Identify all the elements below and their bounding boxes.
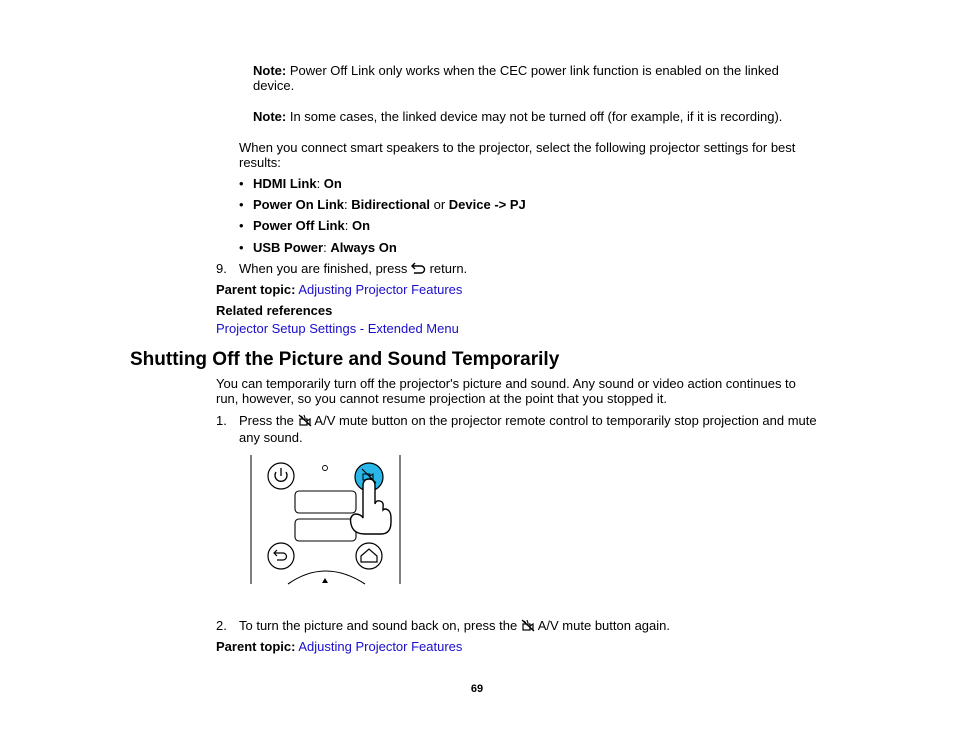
- setting-value: On: [323, 176, 342, 191]
- setting-sep: :: [344, 197, 352, 212]
- note-recording: [253, 109, 853, 124]
- setting-value: On: [351, 218, 371, 233]
- parent-topic-link[interactable]: Adjusting Projector Features: [298, 282, 463, 297]
- setting-value: Bidirectional: [351, 197, 430, 212]
- step-text: A/V mute button on the projector remote control to temporarily stop projection and mute any sound.: [239, 413, 817, 445]
- av-mute-icon: [298, 414, 312, 430]
- step-text: When you are finished, press: [239, 261, 411, 276]
- step-9: [239, 261, 467, 278]
- av-mute-icon: [521, 619, 535, 635]
- power-button: [268, 463, 294, 489]
- list-item-text: [253, 197, 526, 212]
- setting-name: Power On Link: [253, 197, 345, 212]
- list-item: [239, 240, 244, 255]
- parent-topic-link[interactable]: Adjusting Projector Features: [298, 639, 463, 654]
- setting-sep: :: [344, 218, 352, 233]
- parent-topic-label: Parent topic:: [216, 282, 296, 297]
- step-1: [239, 413, 829, 445]
- step-text: return.: [425, 261, 468, 276]
- section-title: Shutting Off the Picture and Sound Temporarily: [130, 349, 560, 370]
- bullet: •: [239, 176, 244, 191]
- setting-sep: :: [316, 176, 324, 191]
- bullet: •: [239, 218, 244, 233]
- setting-value: Always On: [330, 240, 397, 255]
- note-label: Note:: [253, 63, 287, 78]
- list-item: [239, 176, 244, 191]
- pointing-hand: [351, 479, 392, 534]
- note-cec: [253, 63, 813, 93]
- bullet: •: [239, 240, 244, 255]
- page-number: 69: [470, 683, 484, 695]
- related-references-label: Related references: [216, 303, 333, 318]
- list-item: [239, 197, 244, 212]
- bullet: •: [239, 197, 244, 212]
- setting-name: HDMI Link: [253, 176, 317, 191]
- list-item-text: [253, 176, 342, 191]
- setting-sep: :: [323, 240, 331, 255]
- step-text: To turn the picture and sound back on, press the: [239, 618, 521, 633]
- parent-topic: [216, 282, 462, 297]
- parent-topic-label: Parent topic:: [216, 639, 296, 654]
- home-button: [356, 543, 382, 569]
- step-number: 1.: [216, 413, 227, 428]
- section-intro: You can temporarily turn off the projector's picture and sound. Any sound or video action continues to run, however, so you cannot resume projection at the point that you stopped it.: [216, 376, 796, 406]
- indicator-light: [323, 466, 328, 471]
- step-text: Press the: [239, 413, 298, 428]
- rect-button-upper: [295, 491, 356, 513]
- related-reference-item: [216, 321, 459, 336]
- step-2: [239, 618, 670, 635]
- setting-or: or: [430, 197, 449, 212]
- rect-button-lower: [295, 519, 356, 541]
- list-item-text: [253, 218, 370, 233]
- up-arrow-icon: [322, 578, 328, 583]
- note-text: In some cases, the linked device may not be turned off (for example, if it is recording).: [286, 109, 783, 124]
- step-text: A/V mute button again.: [534, 618, 670, 633]
- setting-value-alt: Device -> PJ: [448, 197, 526, 212]
- setting-name: USB Power: [253, 240, 324, 255]
- return-arrow-icon: [411, 262, 426, 278]
- step-number: 2.: [216, 618, 227, 633]
- list-item: [239, 218, 244, 233]
- setting-name: Power Off Link: [253, 218, 345, 233]
- smart-speakers-intro: When you connect smart speakers to the projector, select the following projector settings for best results:: [239, 140, 796, 170]
- note-text: Power Off Link only works when the CEC power link function is enabled on the linked device.: [253, 63, 779, 93]
- return-button: [268, 543, 294, 569]
- note-label: Note:: [253, 109, 287, 124]
- related-reference-link[interactable]: Projector Setup Settings - Extended Menu: [216, 321, 459, 336]
- list-item-text: [253, 240, 397, 255]
- step-number: 9.: [216, 261, 227, 276]
- remote-control-illustration: [245, 452, 405, 586]
- parent-topic: [216, 639, 462, 654]
